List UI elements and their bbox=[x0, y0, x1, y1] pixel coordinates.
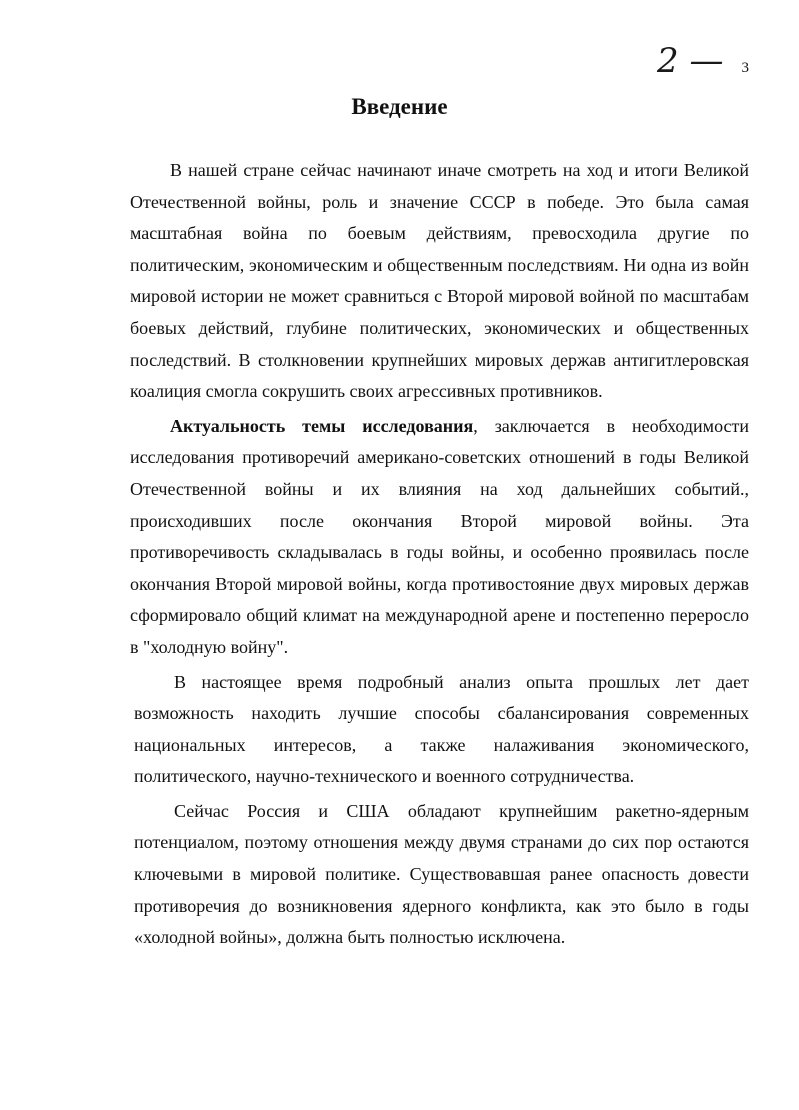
paragraph-text: В нашей стране сейчас начинают иначе смотреть на ход и итоги Великой Отечественной войны, роль и значение СССР в победе. Это была самая масштабная война по боевым действиям, превосходила другие по политическим, экономическим и общественным последствиям. Ни одна из войн мировой истории не может сравниться с Второй мировой войной по масштабам боевых действий, глубине политических, экономических и общественных последствий. В столкновении крупнейших мировых держав антигитлеровская коалиция смогла сокрушить своих агрессивных противников. bbox=[130, 160, 749, 402]
paragraph-text: Сейчас Россия и США обладают крупнейшим ракетно-ядерным потенциалом, поэтому отношения между двумя странами до сих пор остаются ключевыми в мировой политике. Существовавшая ранее опасность довести противоречия до возникновения ядерного конфликта, как это было в годы «холодной войны», должна быть полностью исключена. bbox=[134, 800, 749, 948]
paragraph-text: , заключается в необходимости исследования противоречий американо-советских отношений в годы Великой Отечественной войны и их влияния на ход дальнейших событий., происходивших после окончания Второй мировой войны. Эта противоречивость складывалась в годы войны, и особенно проявилась после окончания Второй мировой войны, когда противостояние двух мировых держав сформировало общий климат на международной арене и постепенно переросло в "холодную войну". bbox=[130, 415, 750, 657]
paragraph-russia-usa bbox=[134, 796, 749, 954]
printed-page-number: 3 bbox=[741, 60, 749, 76]
page-title: Введение bbox=[351, 94, 448, 119]
paragraph-lead-bold: Актуальность темы исследования bbox=[170, 415, 474, 436]
page-number bbox=[657, 41, 749, 81]
document-body bbox=[130, 155, 749, 957]
paragraph-analysis bbox=[134, 667, 749, 793]
paragraph-intro bbox=[130, 155, 749, 408]
paragraph-relevance bbox=[130, 411, 749, 664]
handwritten-page-number: 2 — bbox=[657, 41, 724, 81]
paragraph-text: В настоящее время подробный анализ опыта прошлых лет дает возможность находить лучшие способы сбалансирования современных национальных интересов, а также налаживания экономического, политического, научно-технического и военного сотрудничества. bbox=[134, 671, 749, 787]
